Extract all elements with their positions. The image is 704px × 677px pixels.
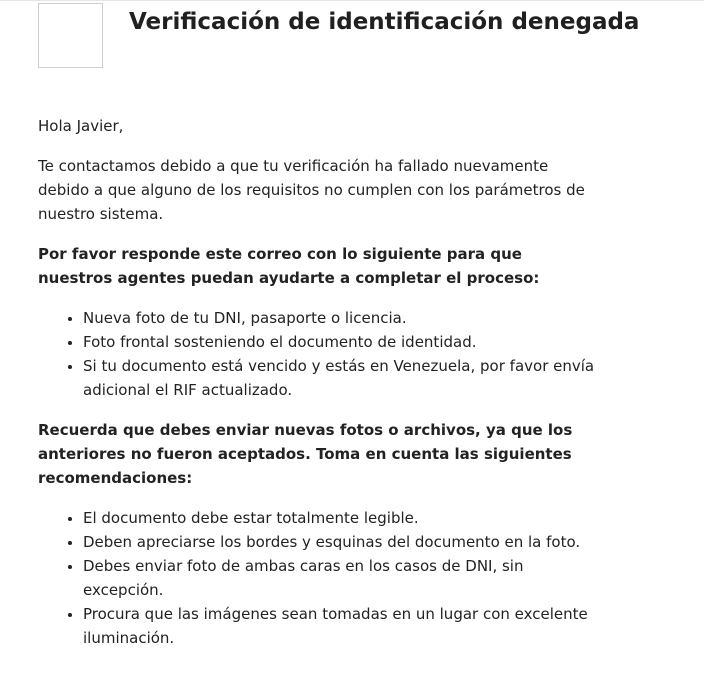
list-item: • El documento debe estar totalmente legible.: [83, 506, 598, 530]
top-divider: [0, 0, 704, 1]
list-item: • Foto frontal sosteniendo el documento de identidad.: [83, 330, 598, 354]
email-subject: Verificación de identificación denegada: [129, 9, 640, 35]
instruction-paragraph: Por favor responde este correo con lo siguiente para que nuestros agentes puedan ayudarte a completar el proceso:: [38, 245, 540, 287]
sender-avatar[interactable]: [38, 3, 103, 68]
list-item: • Debes enviar foto de ambas caras en los casos de DNI, sin excepción.: [83, 554, 598, 602]
list-item: • Procura que las imágenes sean tomadas en un lugar con excelente iluminación.: [83, 602, 598, 650]
recommendations-list: [38, 506, 598, 650]
list-item: • Nueva foto de tu DNI, pasaporte o licencia.: [83, 306, 598, 330]
requirements-list: [38, 306, 598, 402]
email-body: [38, 114, 598, 650]
reminder-paragraph: Recuerda que debes enviar nuevas fotos o archivos, ya que los anteriores no fueron aceptados. Toma en cuenta las siguientes recomendaciones:: [38, 421, 573, 487]
greeting: Hola Javier,: [38, 117, 124, 135]
intro-paragraph: Te contactamos debido a que tu verificación ha fallado nuevamente debido a que alguno de los requisitos no cumplen con los parámetros de nuestro sistema.: [38, 157, 585, 223]
list-item: • Deben apreciarse los bordes y esquinas del documento en la foto.: [83, 530, 598, 554]
list-item: • Si tu documento está vencido y estás en Venezuela, por favor envía adicional el RIF actualizado.: [83, 354, 598, 402]
